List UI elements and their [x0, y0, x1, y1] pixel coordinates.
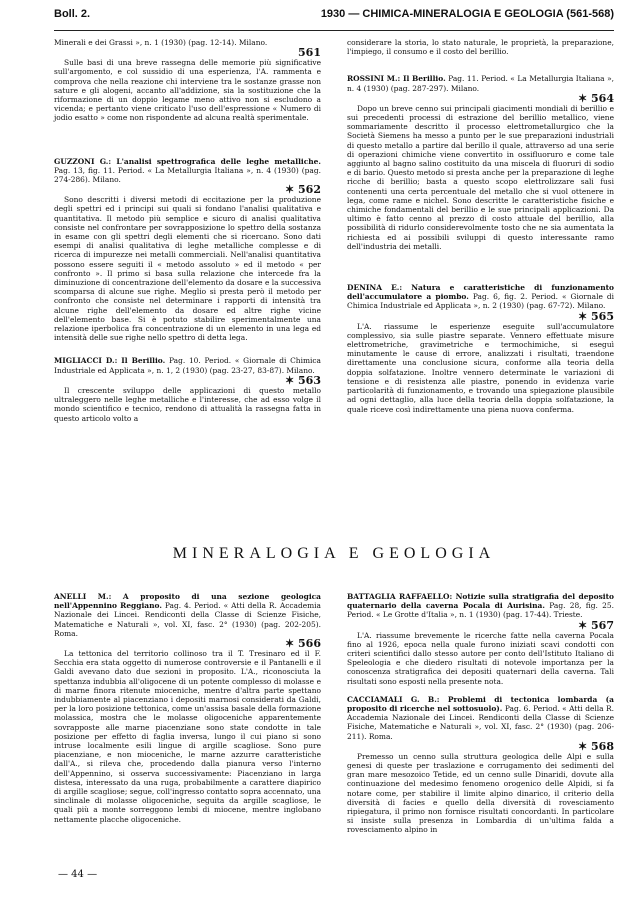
entry-564-ref: Pag. 11. Period. « La Metallurgia Italiana », n. 4 (1930) (pag. 287-297). Milano.	[347, 74, 614, 93]
entry-568-title: CACCIAMALI G. B.: Problemi di tectonica lombarda (a proposito di ricerche nel sottosuolo).	[347, 694, 614, 714]
entry-563-continued-body: considerare la storia, lo stato naturale, le proprietà, la preparazione, l'impiego, il consumo e il costo del berillio.	[347, 38, 614, 57]
header-title: 1930 — CHIMICA-MINERALOGIA E GEOLOGIA (561-568)	[320, 8, 614, 20]
entry-563-continued	[347, 38, 614, 56]
entry-566-ref: Pag. 4. Period. « Atti della R. Accademia Nazionale dei Lincei. Rendiconti della Classe di Scienze Fisiche, Matematiche e Naturali », vol. XI, fasc. 2° (1930) (pag. 202-205). Roma.	[54, 601, 321, 638]
entry-565	[347, 283, 614, 414]
entry-563-ref: Pag. 10. Period. « Giornale di Chimica Industriale ed Applicata », n. 1, 2 (1930) (pag. 23-27, 83-87). Milano.	[54, 356, 321, 375]
entry-568-body: Premesso un cenno sulla struttura geologica delle Alpi e sulla genesi di queste per traslazione e corrugamento dei sedimenti del gran mare mesozoico Tetide, ed un cenno sulle Dinaridi, dovute alla continuazione del medesimo fenomeno orogenico delle Alpidi, si fa notare come, per stabilire il limite alpino dinarico, il criterio della diversità di facies e quello della diversità di rovesciamento ripiegatura, il primo non fornisce risultati concordanti. In particolare si insiste sulla presenza in Lombardia di un'ultima falda a rovesciamento alpino in	[347, 751, 614, 835]
entry-566	[54, 592, 321, 824]
entry-561-number: 561	[298, 46, 321, 60]
entry-562	[54, 157, 321, 343]
entry-564-number: ✶ 564	[577, 91, 614, 105]
entry-567-body: L'A. riassume brevemente le ricerche fatte nella caverna Pocala fino al 1926, epoca nella quale furono iniziati scavi condotti con criteri scientifici dallo stesso autore per conto dell'Istituto Italiano di Speleologia e che diedero risultati di notevole importanza per la conoscenza stratigrafica dei depositi quaternari della caverna. Tali risultati sono esposti nella presente nota.	[347, 630, 614, 686]
entry-562-ref: Pag. 13, fig. 11. Period. « La Metallurgia Italiana », n. 4 (1930) (pag. 274-286). Milano.	[54, 165, 321, 185]
entry-563-title: MIGLIACCI D.: Il Berillio.	[54, 356, 166, 366]
entry-563-body: Il crescente sviluppo delle applicazioni di questo metallo ultraleggero nelle leghe metalliche e l'interesse, che ad esso volge il mondo scientifico e tecnico, rendono di attualità la rassegna fatta in questo articolo volto a	[54, 385, 321, 423]
header-rule	[54, 30, 614, 31]
entry-567-number: ✶ 567	[577, 618, 614, 632]
entry-566-number: ✶ 566	[284, 637, 321, 651]
top-left-column	[54, 38, 321, 432]
bottom-right-column	[347, 592, 614, 844]
entry-561-body: Sulle basi di una breve rassegna delle memorie più significative sull'argomento, e col sussidio di una esperienza, l'A. rammenta e comprova che nella reazione chi interviene tra le sostanze grasse non sature e gli alogeni, accanto all'addizione, sia la sostituzione che la riformazione di un doppio legame meno attivo non si escludono a vicenda; e pertanto viene criticato l'uso dell'espressione « Numero di jodio esatto » come non rispondente ad alcuna realtà sperimentale.	[54, 58, 321, 123]
bottom-left-column	[54, 592, 321, 833]
entry-565-body: L'A. riassume le esperienze eseguite sull'accumulatore complessivo, sia sulle piastre separate. Vennero effettuate misure elettrometriche, gravimetriche e termochimiche, si eseguì minutamente le cause di errore, analizzati i risultati, traendone direttamente una conclusione sicura, conforme alla teoria della doppia solfatazione. Inoltre vennero determinate le variazioni di tensione e di resistenza alle piastre, ponendo in evidenza varie particolarità di funzionamento, e trovando una spiegazione plausibile ad ogni dettaglio, alla luce della teoria della doppia solfatazione, la quale riceve così indirettamente una piena nuova conferma.	[347, 321, 614, 414]
entry-568-number: ✶ 568	[577, 739, 614, 753]
bulletin-label: Boll. 2.	[54, 8, 91, 20]
page-number: — 44 —	[58, 869, 98, 880]
entry-561	[54, 38, 321, 123]
entry-564-body: Dopo un breve cenno sui principali giacimenti mondiali di berillio e sui precedenti processi di estrazione del berillio metallico, viene sommariamente descritto il processo elettrometallurgico che la Società Siemens ha messo a punto per le sue preparazioni industriali di questo metallo a partire dal berillo il quale, attraverso ad una serie di operazioni chimiche viene convertito in ossifluoruro e come tale aggiunto al bagno salino costituito da una miscela di fluoruri di sodio e di bario. Questo metodo si presta anche per la preparazione di leghe ricche di berillio; basta a questo scopo elettrolizzare sali fusi contenenti una certa percentuale del metallo che si vuol ottenere in lega, come rame e nichel. Sono descritte le caratteristiche fisiche e chimiche fondamentali del berillio e le sue principali applicazioni. Da ultimo è fatto cenno al prezzo di costo attuale del berillio, alla possibilità di ridurlo considerevolmente tosto che ne sia aumentata la richiesta ed ai possibili sviluppi di questo interessante ramo dell'industria dei metalli.	[347, 103, 614, 251]
entry-565-ref: Pag. 6, fig. 2. Period. « Giornale di Chimica Industriale ed Applicata », n. 2 (1930) (pag. 67-72). Milano.	[347, 292, 614, 311]
entry-562-title: GUZZONI G.: L'analisi spettrografica delle leghe metalliche.	[54, 156, 321, 166]
entry-566-body: La tettonica del territorio collinoso tra il T. Tresinaro ed il F. Secchia era stata oggetto di numerose controversie e il Pantanelli e il Galdi avevano dato due sezioni in proposito. L'A., riconosciuta la spettanza indubbia all'oligocene di un potente complesso di molasse e di marne finora ritenute mioceniche, mentre d'altra parte spettano indubbiamente al piacenziano i depositi marnosi considerati da Galdi, per la loro posizione tettonica, come un'assisa basale della formazione molassica, mostra che le molasse oligoceniche apparentemente sovrapposte alle marne piacenziane sono state condotte in tale posizione per effetto di faglia inversa, lungo il cui piano si sono intruse localmente esili lingue di argille scagliose. Sono pure piacenziane, e non mioceniche, le marne azzurre caratteristiche dall'A., si rileva che, procedendo dalla pianura verso l'interno dell'Appennino, si osserva successivamente: Piacenziano in larga distesa, interessato da una ruga, probabilmente a carattere diapirico di argille scagliose; segue, coll'ingresso contatto sopra accennato, una sinclinale di molasse oligoceniche, seguita da argille scagliose, le quali più a monte sorreggono lembi di miocene, mentre inglobano nettamente placche oligoceniche.	[54, 649, 321, 824]
entry-563	[54, 356, 321, 422]
entry-568-ref: Pag. 6. Period. « Atti della R. Accademia Nazionale dei Lincei. Rendiconti della Classe di Scienze Fisiche, Matematiche e Naturali », vol. XI, fasc. 2° (1930) (pag. 206-211). Roma.	[347, 704, 614, 741]
entry-567	[347, 592, 614, 686]
entry-562-number: ✶ 562	[284, 183, 321, 197]
entry-567-ref: Pag. 28, fig. 25. Period. « Le Grotte d'Italia », n. 1 (1930) (pag. 17-44). Trieste.	[347, 601, 614, 620]
entry-561-ref: Minerali e dei Grassi », n. 1 (1930) (pag. 12-14). Milano.	[54, 38, 268, 47]
entry-564-title: ROSSINI M.: Il Berillio.	[347, 74, 446, 84]
top-right-column	[347, 38, 614, 423]
entry-566-title: ANELLI M.: A proposito di una sezione geologica nell'Appennino Reggiano.	[54, 592, 321, 611]
section-title: MINERALOGIA E GEOLOGIA	[172, 545, 496, 562]
entry-563-number: ✶ 563	[284, 373, 321, 387]
entry-567-title: BATTAGLIA RAFFAELLO: Notizie sulla stratigrafia del deposito quaternario della caverna Pocala di Aurisina.	[347, 592, 614, 611]
entry-562-body: Sono descritti i diversi metodi di eccitazione per la produzione degli spettri ed i principi sui quali si fondano l'analisi qualitativa e quantitativa. Il metodo più semplice e sicuro di analisi qualitativa consiste nel confrontare per sovrapposizione lo spettro della sostanza in esame con gli spettri degli elementi che si ricercano. Sono dati esempi di analisi qualitativa di leghe metalliche complesse e di ricerca di impurezze nei metalli commerciali. Nell'analisi quantitativa possono essere seguiti il « metodo assoluto » ed il metodo « per confronto ». Il primo si basa sulla relazione che intercede fra la diminuzione di concentrazione dell'elemento da dosare e la successiva scomparsa di alcune sue righe. Meglio si presta però il metodo per confronto che consiste nel determinare i rapporti di intensità tra alcune righe dell'elemento da dosare ed altre righe vicine dell'elemento base. Si è potuto stabilire sperimentalmente una relazione iperbolica fra concentrazione di un elemento in una lega ed intensità delle sue righe nello spettro di detta lega.	[54, 195, 321, 343]
entry-565-title: DENINA E.: Natura e caratteristiche di funzionamento dell'accumulatore a piombo.	[347, 283, 614, 302]
entry-565-number: ✶ 565	[577, 309, 614, 323]
running-header	[54, 8, 614, 24]
entry-564	[347, 74, 614, 251]
entry-568	[347, 695, 614, 835]
